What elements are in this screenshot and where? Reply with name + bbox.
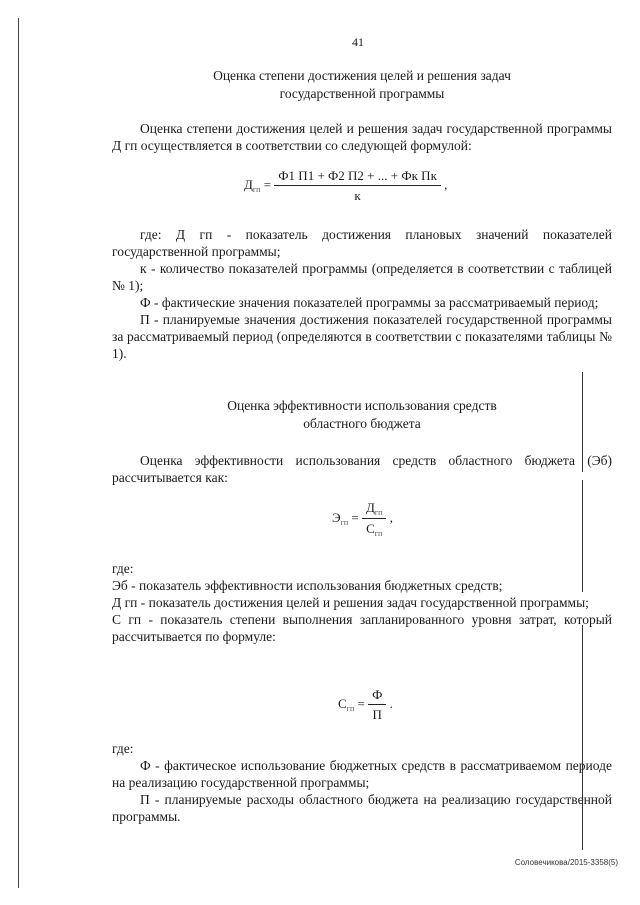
section2-where <box>112 560 612 645</box>
formula2-numerator: $Д_{гп}$ <box>362 500 386 519</box>
section1-where <box>112 226 612 362</box>
formula2-trail: , <box>389 509 393 525</box>
where-line: П - планируемые значения достижения показателей государственной программы за рассматриваемый период (определяются в соответствии с показателями таблицы № 1). <box>112 312 612 361</box>
where-line: к - количество показателей программы (определяется в соответствии с таблицей № 1); <box>112 261 612 293</box>
formula3-trail: . <box>389 695 393 711</box>
formula1-denominator: к <box>354 188 361 203</box>
document-footer-code: Соловечикова/2015-3358(5) <box>514 858 618 867</box>
formula3-lhs: $С_{гп}$ <box>338 695 355 713</box>
page-number: 41 <box>352 35 364 49</box>
where-line: Д гп - показатель достижения целей и решения задач государственной программы; <box>112 595 589 610</box>
where-line: где: Д гп - показатель достижения плановых значений показателей государственной программы; <box>112 227 612 259</box>
formula2-lhs: $Э_{гп}$ <box>332 509 349 527</box>
where-line: Ф - фактическое использование бюджетных средств в рассматриваемом периоде на реализацию государственной программы; <box>112 758 612 790</box>
where-line: Эб - показатель эффективности использования бюджетных средств; <box>112 578 503 593</box>
section2-intro-text: Оценка эффективности использования средств областного бюджета (Эб) рассчитывается как: <box>112 453 612 485</box>
scan-left-rule <box>18 18 19 888</box>
where-line: Ф - фактические значения показателей программы за рассматриваемый период; <box>140 295 599 310</box>
section2-title-line1: Оценка эффективности использования средств <box>227 398 497 413</box>
formula3-eq: = <box>357 695 365 711</box>
formula1-trail: , <box>444 176 448 192</box>
formula1-numerator: Ф1 П1 + Ф2 П2 + ... + Фк Пк <box>274 168 441 186</box>
section1-intro-text: Оценка степени достижения целей и решения задач государственной программы Д гп осуществляется в соответствии со следующей формулой: <box>112 121 612 153</box>
section1-title <box>112 67 612 103</box>
where-line: П - планируемые расходы областного бюджета на реализацию государственной программы. <box>112 792 612 824</box>
formula-costs <box>338 687 393 723</box>
section1-title-line2: государственной программы <box>279 86 445 101</box>
formula1-eq: = <box>263 176 272 192</box>
formula3-denominator: П <box>372 707 382 722</box>
where-label: где: <box>112 561 134 576</box>
section2-intro <box>112 452 612 486</box>
section2-title <box>112 397 612 433</box>
section2-title-line2: областного бюджета <box>303 416 421 431</box>
formula-efficiency <box>332 500 393 538</box>
formula3-numerator: Ф <box>368 687 386 705</box>
formula2-eq: = <box>351 509 359 525</box>
section1-intro <box>112 120 612 154</box>
formula1-fraction <box>274 168 441 204</box>
section1-title-line1: Оценка степени достижения целей и решения задач <box>213 68 511 83</box>
where-label: где: <box>112 741 134 756</box>
section2-where2 <box>112 740 612 825</box>
formula2-fraction <box>362 500 386 538</box>
formula-achievement <box>244 168 447 204</box>
where-line: С гп - показатель степени выполнения запланированного уровня затрат, который рассчитывается по формуле: <box>112 612 612 644</box>
formula3-fraction <box>368 687 386 723</box>
formula1-lhs: $Д_{гп}$ <box>244 176 261 194</box>
formula2-denominator: $С_{гп}$ <box>366 521 383 538</box>
